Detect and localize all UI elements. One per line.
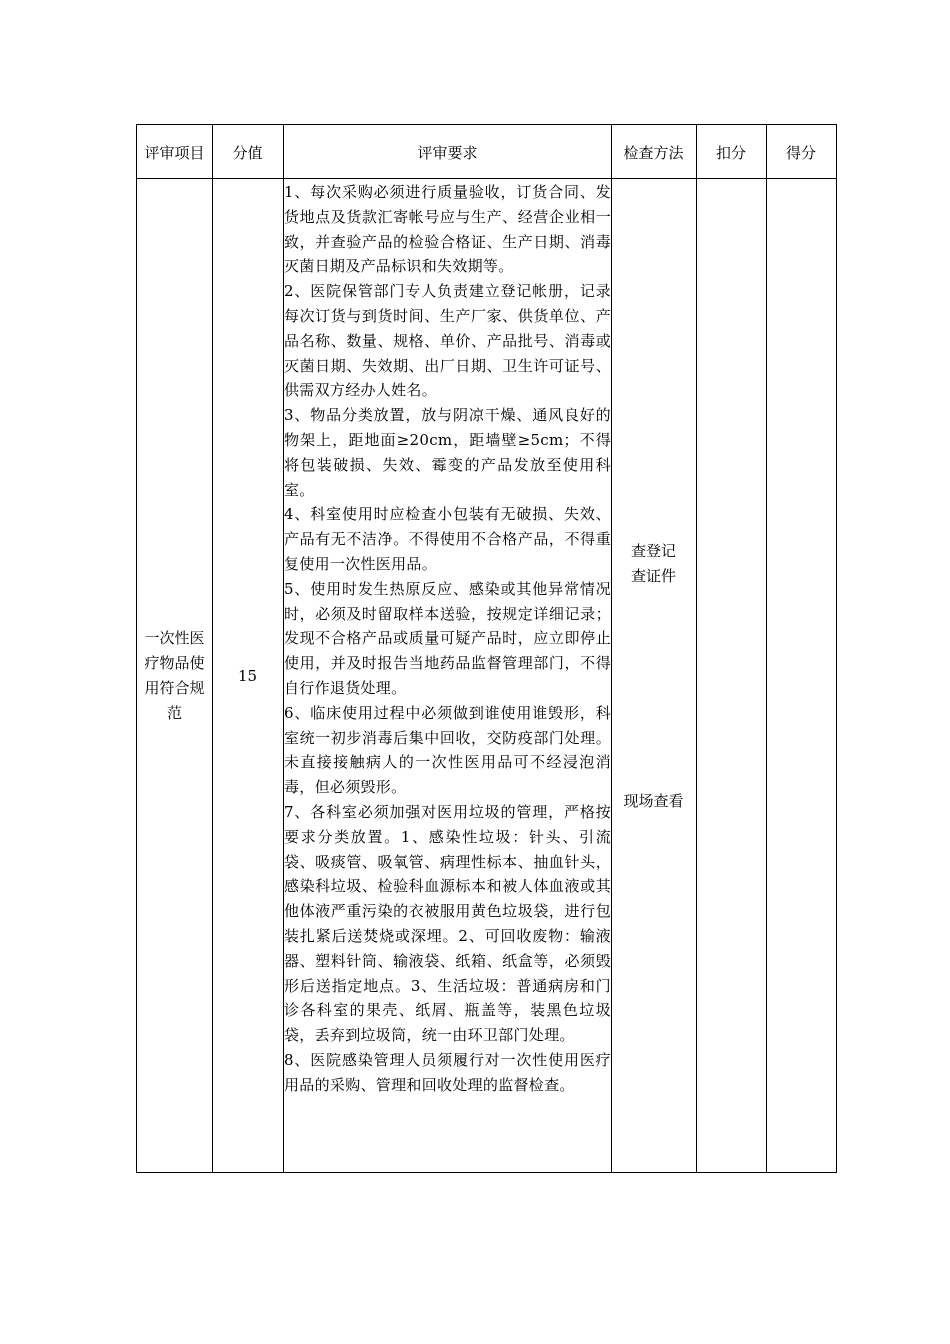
method-check-certificates: 查证件 [630, 567, 676, 585]
requirement-1: 1、每次采购必须进行质量验收，订货合同、发货地点及货款汇寄帐号应与生产、经营企业相一致，并查验产品的检验合格证、生产日期、消毒灭菌日期及产品标识和失效期等。 [284, 183, 611, 276]
row-points [766, 179, 836, 1172]
row-deduction [696, 179, 766, 1172]
header-points: 得分 [785, 143, 816, 162]
column-divider [611, 125, 612, 1172]
header-deduction: 扣分 [715, 143, 746, 162]
row-item: 一次性医疗物品使用符合规范 [144, 628, 205, 722]
requirement-5: 5、使用时发生热原反应、感染或其他异常情况时，必须及时留取样本送验，按规定详细记录；发现不合格产品或质量可疑产品时，应立即停止使用，并及时报告当地药品监督管理部门，不得自行作退货处理。 [284, 579, 611, 697]
requirement-6: 6、临床使用过程中必须做到谁使用谁毁形，科室统一初步消毒后集中回收，交防疫部门处理。未直接接触病人的一次性医用品可不经浸泡消毒，但必须毁形。 [284, 703, 611, 797]
row-requirements [284, 180, 611, 1097]
header-requirements: 评审要求 [417, 143, 478, 162]
requirement-8: 8、医院感染管理人员须履行对一次性使用医疗用品的采购、管理和回收处理的监督检查。 [284, 1050, 611, 1094]
header-item: 评审项目 [144, 143, 205, 162]
requirement-3: 3、物品分类放置，放与阴凉干燥、通风良好的物架上，距地面≥20cm，距墙壁≥5cm；不得将包装破损、失效、霉变的产品发放至使用科室。 [284, 406, 611, 499]
row-method-records [611, 539, 696, 589]
method-check-register: 查登记 [630, 542, 676, 560]
review-table [136, 124, 837, 1173]
header-method: 检查方法 [623, 143, 684, 162]
header-score: 分值 [232, 143, 263, 162]
requirement-2: 2、医院保管部门专人负责建立登记帐册，记录每次订货与到货时间、生产厂家、供货单位、产品名称、数量、规格、单价、产品批号、消毒或灭菌日期、失效期、出厂日期、卫生许可证号、供需双方经办人姓名。 [284, 282, 611, 400]
requirement-7: 7、各科室必须加强对医用垃圾的管理，严格按要求分类放置。1、感染性垃圾：针头、引流袋、吸痰管、吸氧管、病理性标本、抽血针头，感染科垃圾、检验科血源标本和被人体血液或其他体液严重污染的衣被服用黄色垃圾袋，进行包装扎紧后送焚烧或深埋。2、可回收废物：输液器、塑料针筒、输液袋、纸箱、纸盒等，必须毁形后送指定地点。3、生活垃圾：普通病房和门诊各科室的果壳、纸屑、瓶盖等，装黑色垃圾袋，丢弃到垃圾筒，统一由环卫部门处理。 [284, 802, 611, 1045]
row-method-onsite: 现场查看 [623, 792, 684, 810]
requirement-4: 4、科室使用时应检查小包装有无破损、失效、产品有无不洁净。不得使用不合格产品，不得重复使用一次性医用品。 [284, 505, 611, 573]
row-score: 15 [237, 666, 258, 685]
